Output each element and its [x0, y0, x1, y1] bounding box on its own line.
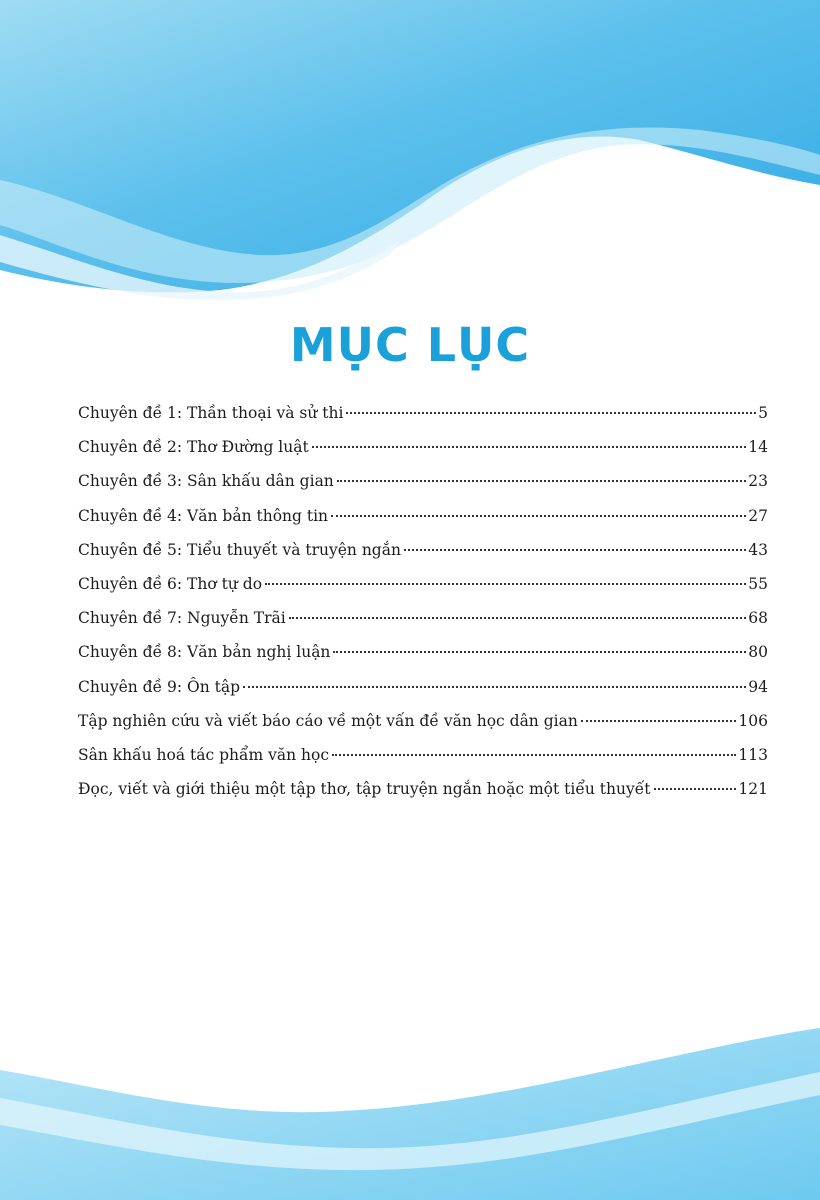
dot-leader	[333, 651, 746, 653]
toc-page-number: 121	[738, 780, 768, 799]
dot-leader	[581, 720, 737, 722]
toc-entry-title: Chuyên đề 1: Thần thoại và sử thi	[78, 404, 344, 422]
toc-entry-title: Chuyên đề 5: Tiểu thuyết và truyện ngắn	[78, 540, 401, 559]
toc-page-number: 94	[748, 677, 768, 696]
toc-page-number: 23	[748, 472, 768, 491]
dot-leader	[289, 617, 747, 619]
toc-entry-title: Chuyên đề 2: Thơ Đường luật	[78, 438, 309, 457]
page-title: MỤC LỤC	[289, 318, 531, 372]
toc-page-number: 80	[748, 643, 768, 662]
toc-entry-title: Chuyên đề 9: Ôn tập	[78, 677, 241, 696]
toc-entry[interactable]	[78, 609, 768, 643]
toc-entry-title: Chuyên đề 3: Sân khấu dân gian	[78, 472, 334, 491]
toc-entry[interactable]	[78, 678, 768, 712]
toc-entry[interactable]	[78, 404, 768, 438]
toc-entry[interactable]	[78, 438, 768, 472]
toc-entry[interactable]	[78, 746, 768, 780]
dot-leader	[331, 515, 746, 517]
toc-entry-title: Sân khấu hoá tác phẩm văn học	[78, 745, 330, 764]
toc-page-number: 43	[748, 540, 768, 559]
toc-entry[interactable]	[78, 472, 768, 506]
toc-page-number: 27	[748, 506, 768, 525]
toc-page-number: 55	[748, 574, 768, 593]
toc-entry-title: Tập nghiên cứu và viết báo cáo về một vấn đề văn học dân gian	[78, 711, 578, 730]
toc-entry[interactable]	[78, 780, 768, 814]
toc-page-number: 14	[748, 438, 768, 457]
dot-leader	[312, 446, 747, 448]
toc-page-number: 113	[738, 745, 768, 764]
dot-leader	[337, 480, 746, 482]
table-of-contents	[78, 404, 768, 814]
dot-leader	[346, 412, 756, 414]
toc-page-number: 106	[738, 711, 768, 730]
toc-entry-title: Chuyên đề 8: Văn bản nghị luận	[78, 643, 331, 662]
toc-entry-title: Chuyên đề 6: Thơ tự do	[78, 574, 263, 593]
dot-leader	[332, 754, 736, 756]
toc-entry-title: Chuyên đề 7: Nguyễn Trãi	[78, 609, 286, 628]
toc-entry[interactable]	[78, 507, 768, 541]
toc-entry-title: Đọc, viết và giới thiệu một tập thơ, tập truyện ngắn hoặc một tiểu thuyết	[78, 780, 651, 799]
dot-leader	[243, 686, 746, 688]
toc-entry[interactable]	[78, 643, 768, 677]
toc-entry[interactable]	[78, 712, 768, 746]
dot-leader	[265, 583, 746, 585]
toc-page-number: 68	[748, 609, 768, 628]
dot-leader	[654, 788, 737, 790]
dot-leader	[404, 549, 746, 551]
toc-page-number: 5	[758, 404, 768, 422]
toc-entry[interactable]	[78, 575, 768, 609]
toc-entry[interactable]	[78, 541, 768, 575]
toc-entry-title: Chuyên đề 4: Văn bản thông tin	[78, 506, 329, 525]
